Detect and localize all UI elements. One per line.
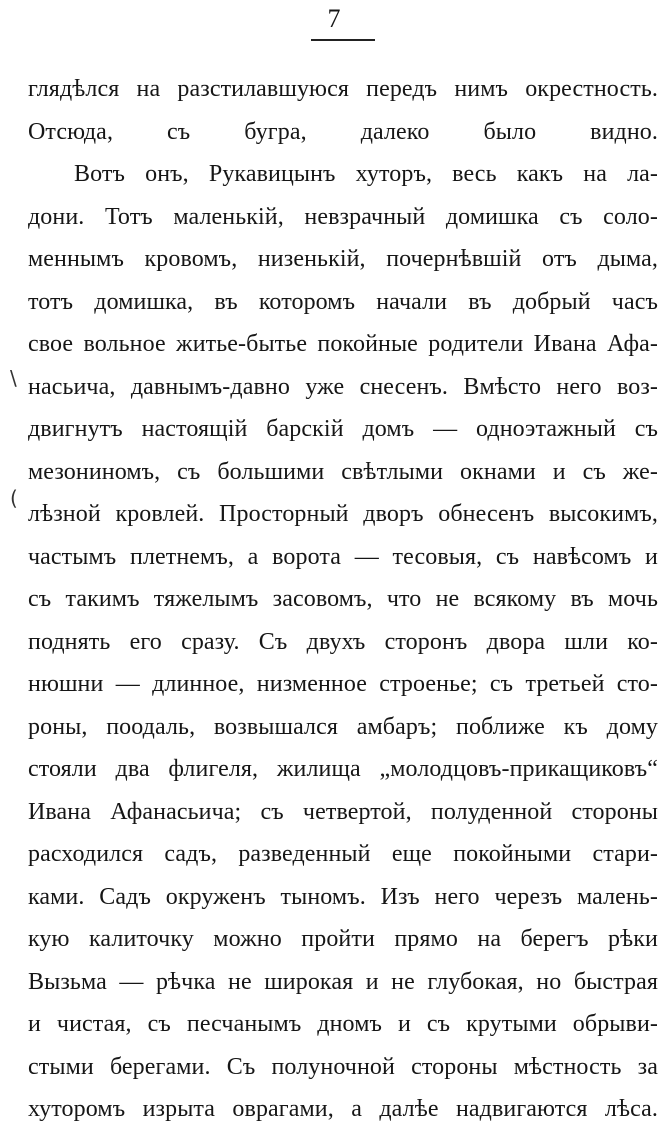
margin-mark: \	[10, 366, 17, 390]
margin-mark: (	[10, 486, 18, 510]
text-line: двигнутъ настоящій барскій домъ — одноэтажный съ	[28, 416, 658, 442]
text-line: съ такимъ тяжелымъ засовомъ, что не всякому въ мочь	[28, 586, 658, 612]
text-line: насьича, давнымъ-давно уже снесенъ. Вмѣсто него воз-	[28, 373, 658, 400]
text-line: Вотъ онъ, Рукавицынъ хуторъ, весь какъ на ла-	[74, 161, 658, 187]
text-line: Вызьма — рѣчка не широкая и не глубокая, но быстрая	[28, 968, 658, 995]
body-text	[28, 68, 658, 1131]
text-line: мезониномъ, съ большими свѣтлыми окнами и съ же-	[28, 458, 658, 485]
text-line: свое вольное житье-бытье покойные родители Ивана Афа-	[28, 331, 658, 357]
text-line: нюшни — длинное, низменное строенье; съ третьей сто-	[28, 671, 658, 697]
text-line: меннымъ кровомъ, низенькій, почернѣвшій отъ дыма,	[28, 246, 658, 272]
text-line: расходился садъ, разведенный еще покойными стари-	[28, 841, 658, 867]
text-line: поднять его сразу. Съ двухъ сторонъ двора шли ко-	[28, 628, 658, 655]
text-line: ками. Садъ окруженъ тыномъ. Изъ него черезъ малень-	[28, 883, 658, 910]
text-line: Ивана Афанасьича; съ четвертой, полуденной стороны	[28, 798, 658, 825]
page-number: 7	[327, 4, 341, 33]
text-line: тотъ домишка, въ которомъ начали въ добрый часъ	[28, 288, 658, 315]
text-line: дони. Тотъ маленькій, невзрачный домишка съ соло-	[28, 203, 658, 230]
text-line: кую калиточку можно пройти прямо на берегъ рѣки	[28, 926, 658, 952]
header-rule	[311, 39, 375, 41]
text-line: частымъ плетнемъ, а ворота — тесовыя, съ навѣсомъ и	[28, 543, 658, 570]
text-line: глядѣлся на разстилавшуюся передъ нимъ окрестность.	[28, 76, 658, 102]
text-line: хуторомъ изрыта оврагами, а далѣе надвигаются лѣса.	[28, 1096, 658, 1122]
text-line: Отсюда, съ бугра, далеко было видно.	[28, 118, 658, 145]
text-line: и чистая, съ песчанымъ дномъ и съ крутыми обрыви-	[28, 1011, 658, 1037]
text-line: роны, поодаль, возвышался амбаръ; поближе къ дому	[28, 713, 658, 740]
text-line: стояли два флигеля, жилища „молодцовъ-прикащиковъ“	[28, 756, 658, 782]
text-line: стыми берегами. Съ полуночной стороны мѣстность за	[28, 1053, 658, 1080]
text-line: лѣзной кровлей. Просторный дворъ обнесенъ высокимъ,	[28, 501, 658, 527]
